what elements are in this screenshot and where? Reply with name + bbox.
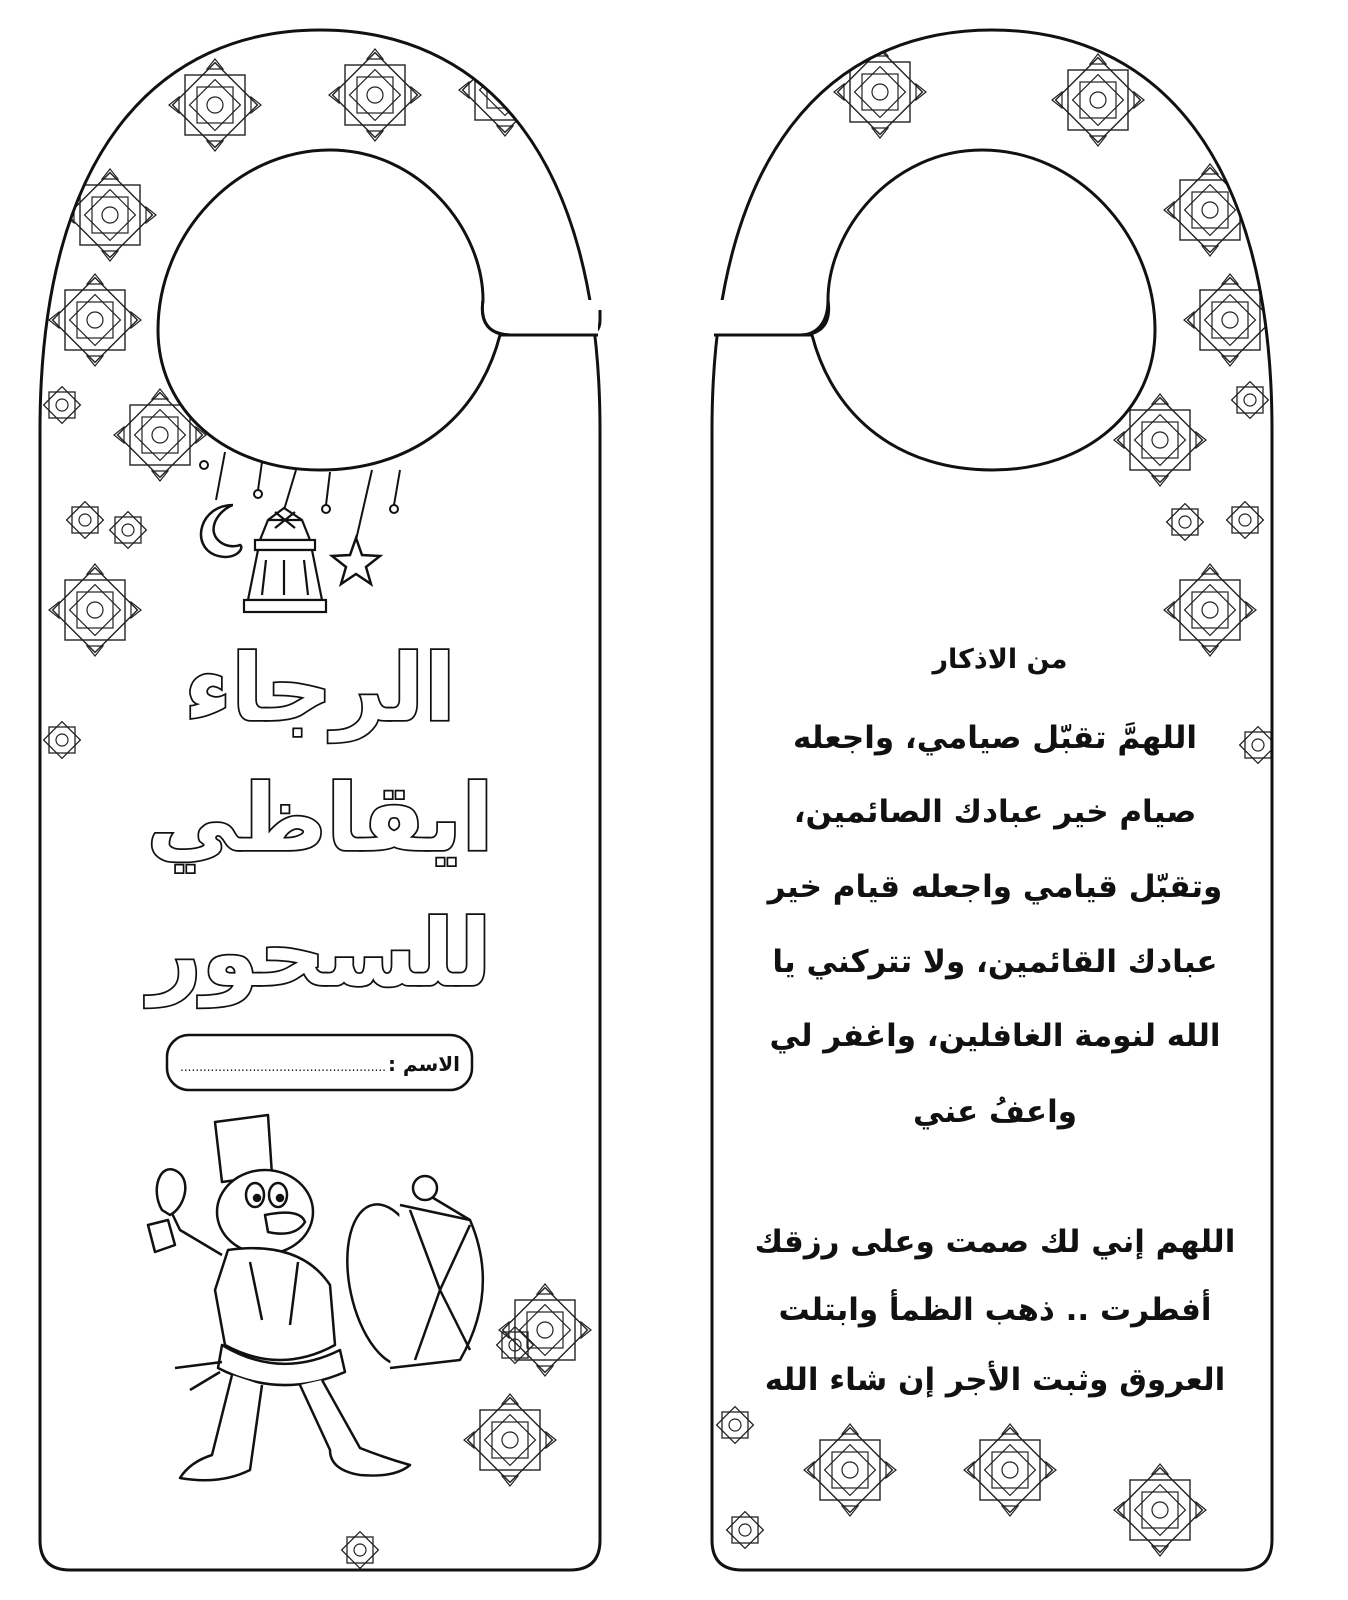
dua1-line-4: عبادك القائمين، ولا تتركني يا [772,944,1218,980]
dua1-line-2: صيام خير عبادك الصائمين، [793,794,1197,830]
dua2-line-1: اللهم إني لك صمت وعلى رزقك [754,1224,1236,1260]
title-line-1: الرجاء [184,635,456,742]
dua1-line-3: وتقبّل قيامي واجعله قيام خير [767,869,1223,905]
dua1-line-6: واعفُ عني [913,1094,1077,1130]
front-hanger [40,30,600,1570]
dua2-line-2: أفطرت .. ذهب الظمأ وابتلت [778,1292,1212,1328]
back-hook-hole [800,150,1155,470]
dua-2 [755,1224,1236,1398]
front-title [145,635,494,1008]
name-field[interactable] [167,1035,472,1090]
lantern-icon [244,508,326,612]
name-label: الاسم : [387,1052,460,1076]
dua1-line-5: الله لنومة الغافلين، واغفر لي [769,1018,1221,1054]
dua1-line-1: اللهمَّ تقبّل صيامي، واجعله [792,720,1198,756]
dua2-line-3: العروق وثبت الأجر إن شاء الله [764,1362,1226,1398]
name-dots: ...................................................... [180,1060,386,1074]
back-hanger [712,30,1276,1570]
back-heading: من الاذكار [932,644,1068,675]
dua-1 [766,720,1223,1130]
crescent-icon [201,505,241,557]
title-line-3: للسحور [148,900,492,1007]
front-hook-hole [158,150,510,470]
star-icon [332,538,380,584]
drummer-character-icon [148,1115,483,1480]
title-line-2: ايقاظي [146,765,494,872]
